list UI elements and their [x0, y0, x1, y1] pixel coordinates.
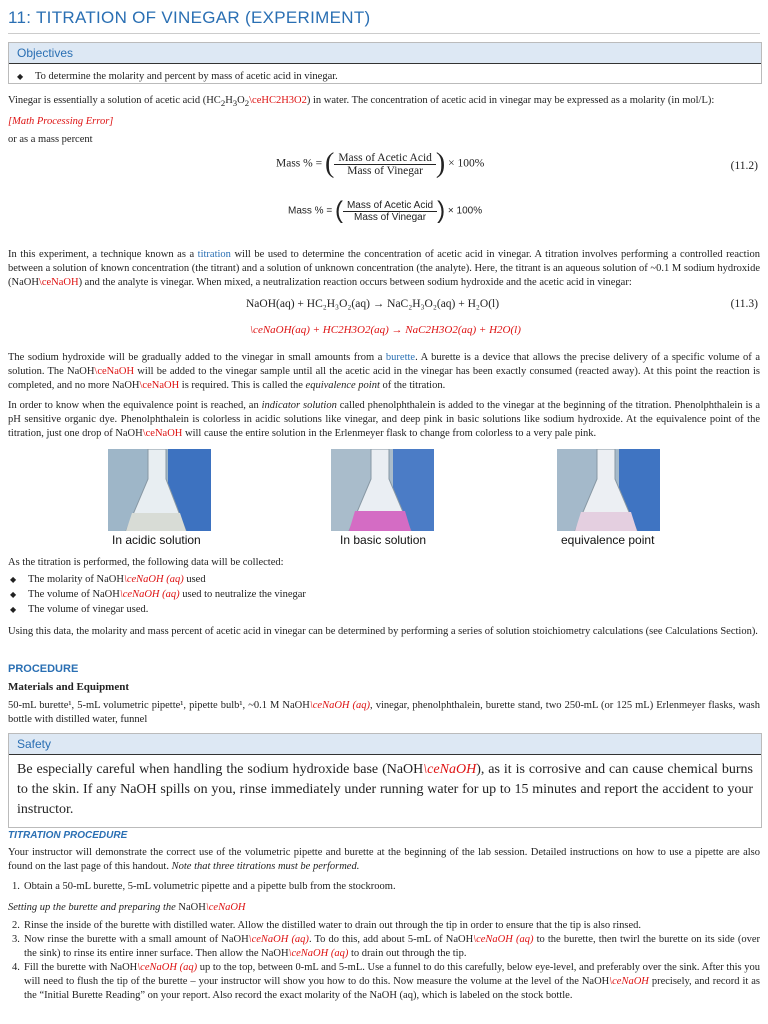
step-list-2	[10, 919, 760, 1003]
equation-number-11-2: (11.2)	[730, 160, 758, 172]
calculations-paragraph: Using this data, the molarity and mass percent of acetic acid in vinegar can be determined by performing a series of solution stoichiometry calculations (see Calculations Section).	[8, 626, 758, 637]
equation-number-11-3: (11.3)	[730, 298, 758, 310]
math-error: [Math Processing Error]	[8, 116, 114, 127]
safety-text: Be especially careful when handling the sodium hydroxide base (NaOH\ceNaOH), as it is corrosive and can cause chemical burns to the skin. If any NaOH spills on you, rinse immediately under running water for up to 15 minutes and report the accident to your instructor.	[17, 762, 753, 817]
flask-photo-basic	[331, 449, 434, 531]
flask-photo-acidic	[108, 449, 211, 531]
materials-heading: Materials and Equipment	[8, 681, 130, 693]
titration-procedure-heading: TITRATION PROCEDURE	[8, 830, 128, 841]
materials-paragraph: 50-mL burette¹, 5-mL volumetric pipette¹, pipette bulb¹, ~0.1 M NaOH\ceNaOH (aq), vinegar, phenolphthalein, burette stand, two 250-mL (or 125 mL) Erlenmeyer flasks, wash bottle with distilled water, funnel	[8, 700, 760, 725]
list-item: 2. Rinse the inside of the burette with distilled water. Allow the distilled water to drain out through the tip in order to ensure that the tip is also rinsed.	[12, 920, 642, 931]
burette-link[interactable]: burette	[385, 352, 416, 363]
caption-equivalence: equivalence point	[561, 533, 655, 547]
titration-paragraph: In this experiment, a technique known as a titration will be used to determine the concentration of acetic acid in vinegar. A titration involves performing a controlled reaction between a solution of known concentration (the titrant) and a solution of unknown concentration (the analyte). Here, the titrant is an aqueous solution of ~0.1 M sodium hydroxide (NaOH\ceNaOH) and the analyte is vinegar. When mixed, a neutralization reaction occurs between sodium hydroxide and the acetic acid in vinegar:	[8, 249, 760, 288]
mass-percent-lead: or as a mass percent	[8, 134, 93, 145]
data-collected-list	[8, 572, 760, 617]
indicator-paragraph: In order to know when the equivalence point is reached, an indicator solution called phenolphthalein is added to the vinegar at the beginning of the titration. Phenolphthalein is a pH sensitive organic dye. Phenolphthalein is colorless in acidic solutions like vinegar, and deep pink in basic solutions like sodium hydroxide. At the equivalence point of the titration, just one drop of NaOH\ceNaOH will cause the entire solution in the Erlenmeyer flask to change from colorless to a very pale pink.	[8, 400, 761, 439]
titration-procedure-paragraph: Your instructor will demonstrate the correct use of the volumetric pipette and burette at the beginning of the lab session. Detailed instructions on how to use a pipette are also found on the last page of this handout. Note that three titrations must be performed.	[8, 847, 760, 872]
flask-photo-equivalence	[557, 449, 660, 531]
titration-link[interactable]: titration	[197, 249, 231, 260]
burette-paragraph: The sodium hydroxide will be gradually added to the vinegar in small amounts from a burette. A burette is a device that allows the precise delivery of a specific volume of a solution. The NaOH\ceNaOH will be added to the vinegar sample until all the acetic acid in the vinegar has been exactly consumed (reacted away). At this point the reaction is completed, and no more NaOH\ceNaOH is required. This is called the equivalence point of the titration.	[8, 352, 760, 391]
list-item: 3. Now rinse the burette with a small amount of NaOH\ceNaOH (aq). To do this, add about 5-mL of NaOH\ceNaOH (aq) to the burette, then twirl the burette on its side (over the sink) to rinse its entire inner surface. Then allow the NaOH\ceNaOH (aq) to drain out through the tip.	[12, 934, 760, 959]
step-list-1	[10, 880, 760, 894]
procedure-heading: PROCEDURE	[8, 663, 79, 675]
equation-11-3-ce: \ceNaOH(aq) + HC2H3O2(aq) → NaC2H3O2(aq) + H2O(l)	[250, 324, 521, 336]
list-item: 4. Fill the burette with NaOH\ceNaOH (aq) up to the top, between 0-mL and 5-mL. Use a funnel to do this carefully, below eye-level, and preferably over the sink. After this you will need to flush the tip of the burette – your instructor will show you how to do this. Now measure the volume at the level of the NaOH\ceNaOH precisely, and record it as the “Initial Burette Reading” on your report. Also record the exact molarity of the NaOH (aq), which is labeled on the stock bottle.	[12, 962, 761, 1001]
list-item: ◆ The volume of vinegar used.	[8, 602, 760, 617]
list-item: 1. Obtain a 50-mL burette, 5-mL volumetric pipette and a pipette bulb from the stockroom.	[12, 881, 396, 892]
equation-11-2: Mass % = ( $\frac{\text{Mass of Acetic Acid}}{\text{Mass of Vinegar}}$ ) × 100%	[276, 148, 485, 179]
list-item: ◆ The molarity of NaOH\ceNaOH (aq) used	[8, 572, 760, 587]
setup-subheading: Setting up the burette and preparing the NaOH\ceNaOH	[8, 902, 246, 913]
caption-basic: In basic solution	[340, 533, 427, 547]
list-item: ◆ To determine the molarity and percent by mass of acetic acid in vinegar.	[15, 69, 761, 84]
safety-heading: Safety	[9, 734, 761, 755]
objectives-heading: Objectives	[9, 43, 761, 64]
equation-11-2-rendered: Mass % = ( $\frac{\text{Mass of Acetic Acid}}{\text{Mass of Vinegar}}$ ) × 100%	[288, 197, 483, 224]
objectives-list	[15, 69, 761, 84]
objectives-box	[8, 42, 762, 84]
caption-acidic: In acidic solution	[112, 533, 201, 547]
title-divider	[8, 33, 760, 34]
data-collected-intro: As the titration is performed, the following data will be collected:	[8, 557, 284, 568]
safety-box	[8, 733, 762, 828]
list-item: ◆ The volume of NaOH\ceNaOH (aq) used to neutralize the vinegar	[8, 587, 760, 602]
intro-paragraph: Vinegar is essentially a solution of acetic acid $(HC_2H_3O_2\backslash ceHC2H3O2)$ in water. The concentration of acetic acid in vinegar may be expressed as a molarity (in mol/L):	[8, 95, 715, 109]
page-title: 11: TITRATION OF VINEGAR (EXPERIMENT)	[8, 8, 371, 27]
acetic-acid-formula: $HC_2H_3O_2$	[206, 95, 250, 109]
equation-11-3: NaOH(aq) + HC₂H₃O₂(aq) → NaC₂H₃O₂(aq) + H₂O(l)	[246, 298, 500, 310]
